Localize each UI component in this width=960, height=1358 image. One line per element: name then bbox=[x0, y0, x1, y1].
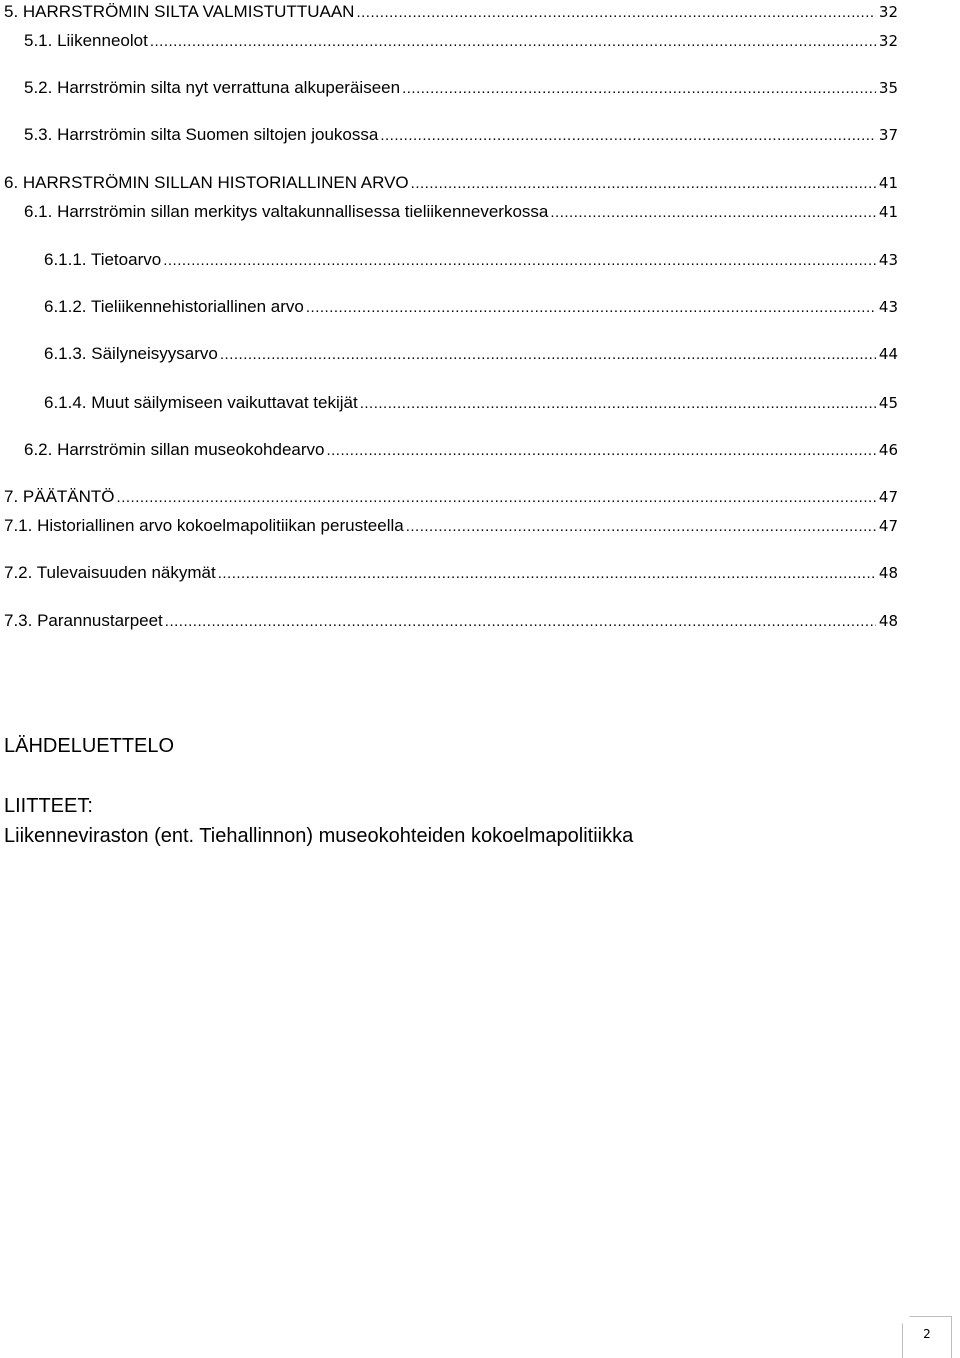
toc-leader-dots bbox=[165, 611, 876, 633]
toc-leader-dots bbox=[306, 297, 876, 319]
toc-entry-page: 43 bbox=[878, 251, 898, 269]
toc-entry-title: 6.1.4. Muut säilymiseen vaikuttavat tekijät bbox=[44, 393, 358, 412]
page-number-box bbox=[902, 1316, 952, 1358]
toc-leader-dots bbox=[218, 563, 876, 585]
toc-entry[interactable] bbox=[4, 1, 898, 24]
toc-entry-page: 48 bbox=[878, 564, 898, 582]
references-heading: LÄHDELUETTELO bbox=[4, 735, 175, 757]
toc-leader-dots bbox=[550, 202, 876, 224]
toc-entry-title: 5.3. Harrströmin silta Suomen siltojen joukossa bbox=[24, 125, 379, 144]
toc-entry-title: 7.3. Parannustarpeet bbox=[4, 611, 163, 630]
toc-leader-dots bbox=[220, 344, 876, 366]
toc-leader-dots bbox=[326, 440, 875, 462]
toc-entry-page: 41 bbox=[878, 174, 898, 192]
toc-entry-title: 6.1.2. Tieliikennehistoriallinen arvo bbox=[44, 297, 304, 316]
toc-leader-dots bbox=[117, 487, 876, 509]
toc-entry-title: 6.1. Harrströmin sillan merkitys valtakunnallisessa tieliikenneverkossa bbox=[24, 202, 549, 221]
toc-entry[interactable] bbox=[24, 201, 898, 224]
toc-entry[interactable] bbox=[24, 77, 898, 100]
toc-entry-page: 37 bbox=[878, 126, 898, 144]
toc-entry[interactable] bbox=[24, 439, 898, 462]
toc-entry-title: 6.1.1. Tietoarvo bbox=[44, 250, 162, 269]
toc-leader-dots bbox=[356, 2, 875, 24]
toc-leader-dots bbox=[163, 250, 876, 272]
toc-entry[interactable] bbox=[44, 249, 898, 272]
toc-entry-title: 6.1.3. Säilyneisyysarvo bbox=[44, 344, 218, 363]
appendices-heading: LIITTEET: bbox=[4, 795, 93, 817]
page-number: 2 bbox=[923, 1327, 931, 1341]
toc-entry[interactable] bbox=[4, 562, 898, 585]
toc-entry[interactable] bbox=[4, 486, 898, 509]
toc-entry-page: 47 bbox=[878, 517, 898, 535]
toc-entry-page: 48 bbox=[878, 612, 898, 630]
toc-entry-page: 46 bbox=[878, 441, 898, 459]
toc-entry-page: 32 bbox=[878, 32, 898, 50]
toc-entry[interactable] bbox=[4, 515, 898, 538]
toc-entry-page: 45 bbox=[878, 394, 898, 412]
toc-entry-page: 32 bbox=[878, 3, 898, 21]
toc-entry-title: 7. PÄÄTÄNTÖ bbox=[4, 487, 115, 506]
toc-entry-page: 35 bbox=[878, 79, 898, 97]
toc-leader-dots bbox=[360, 393, 876, 415]
toc-entry[interactable] bbox=[4, 172, 898, 195]
toc-leader-dots bbox=[150, 31, 876, 53]
toc-entry-page: 41 bbox=[878, 203, 898, 221]
toc-entry[interactable] bbox=[44, 392, 898, 415]
toc-leader-dots bbox=[402, 78, 876, 100]
toc-entry-title: 6. HARRSTRÖMIN SILLAN HISTORIALLINEN ARVO bbox=[4, 173, 409, 192]
toc-leader-dots bbox=[380, 125, 876, 147]
toc-entry[interactable] bbox=[24, 124, 898, 147]
toc-entry-title: 5. HARRSTRÖMIN SILTA VALMISTUTTUAAN bbox=[4, 2, 355, 21]
toc-entry-page: 47 bbox=[878, 488, 898, 506]
toc-entry[interactable] bbox=[4, 610, 898, 633]
toc-entry[interactable] bbox=[24, 30, 898, 53]
toc-entry-title: 6.2. Harrströmin sillan museokohdearvo bbox=[24, 440, 325, 459]
appendix-item: Liikenneviraston (ent. Tiehallinnon) museokohteiden kokoelmapolitiikka bbox=[4, 825, 634, 847]
toc-entry[interactable] bbox=[44, 296, 898, 319]
toc-entry[interactable] bbox=[44, 343, 898, 366]
toc-entry-page: 43 bbox=[878, 298, 898, 316]
toc-entry-title: 7.1. Historiallinen arvo kokoelmapolitiikan perusteella bbox=[4, 516, 404, 535]
toc-leader-dots bbox=[411, 173, 876, 195]
toc-entry-page: 44 bbox=[878, 345, 898, 363]
toc-entry-title: 5.1. Liikenneolot bbox=[24, 31, 148, 50]
toc-entry-title: 5.2. Harrströmin silta nyt verrattuna alkuperäiseen bbox=[24, 78, 401, 97]
toc-entry-title: 7.2. Tulevaisuuden näkymät bbox=[4, 563, 216, 582]
toc-leader-dots bbox=[406, 516, 876, 538]
